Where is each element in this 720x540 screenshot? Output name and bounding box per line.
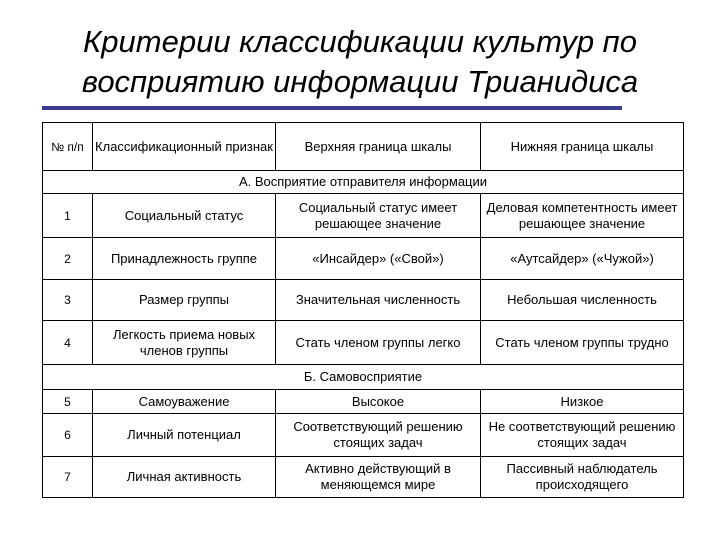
table-row <box>43 280 684 321</box>
row-num: 2 <box>43 238 93 280</box>
row-upper: «Инсайдер» («Свой») <box>276 238 481 280</box>
row-upper: Активно действующий в меняющемся мире <box>276 457 481 498</box>
header-feature: Классификационный признак <box>93 123 276 171</box>
row-upper: Стать членом группы легко <box>276 321 481 365</box>
row-num: 5 <box>43 390 93 414</box>
table-row <box>43 457 684 498</box>
row-upper: Значительная численность <box>276 280 481 321</box>
row-num: 1 <box>43 194 93 238</box>
row-lower: Деловая компетентность имеет решающее значение <box>481 194 684 238</box>
row-feature: Размер группы <box>93 280 276 321</box>
row-num: 4 <box>43 321 93 365</box>
row-lower: Небольшая численность <box>481 280 684 321</box>
table-header-row <box>43 123 684 171</box>
title-underline <box>42 106 622 110</box>
header-num: № п/п <box>43 123 93 171</box>
section-title: Б. Самовосприятие <box>43 365 684 390</box>
header-upper: Верхняя граница шкалы <box>276 123 481 171</box>
row-lower: Не соответствующий решению стоящих задач <box>481 414 684 457</box>
row-feature: Принадлежность группе <box>93 238 276 280</box>
classification-table <box>42 122 684 498</box>
row-feature: Самоуважение <box>93 390 276 414</box>
section-title: А. Восприятие отправителя информации <box>43 171 684 194</box>
row-feature: Личный потенциал <box>93 414 276 457</box>
table-row <box>43 390 684 414</box>
row-feature: Личная активность <box>93 457 276 498</box>
row-feature: Легкость приема новых членов группы <box>93 321 276 365</box>
table-row <box>43 194 684 238</box>
table-row <box>43 321 684 365</box>
row-lower: Пассивный наблюдатель происходящего <box>481 457 684 498</box>
row-upper: Социальный статус имеет решающее значение <box>276 194 481 238</box>
row-upper: Высокое <box>276 390 481 414</box>
row-lower: «Аутсайдер» («Чужой») <box>481 238 684 280</box>
row-num: 6 <box>43 414 93 457</box>
section-row-b <box>43 365 684 390</box>
page-title-line-1: Критерии классификации культур по <box>83 24 637 59</box>
table-row <box>43 414 684 457</box>
section-row-a <box>43 171 684 194</box>
page-title-line-2: восприятию информации Трианидиса <box>81 64 639 99</box>
table-row <box>43 238 684 280</box>
row-lower: Низкое <box>481 390 684 414</box>
row-num: 3 <box>43 280 93 321</box>
row-upper: Соответствующий решению стоящих задач <box>276 414 481 457</box>
header-lower: Нижняя граница шкалы <box>481 123 684 171</box>
page-title <box>10 22 710 102</box>
row-feature: Социальный статус <box>93 194 276 238</box>
row-lower: Стать членом группы трудно <box>481 321 684 365</box>
row-num: 7 <box>43 457 93 498</box>
